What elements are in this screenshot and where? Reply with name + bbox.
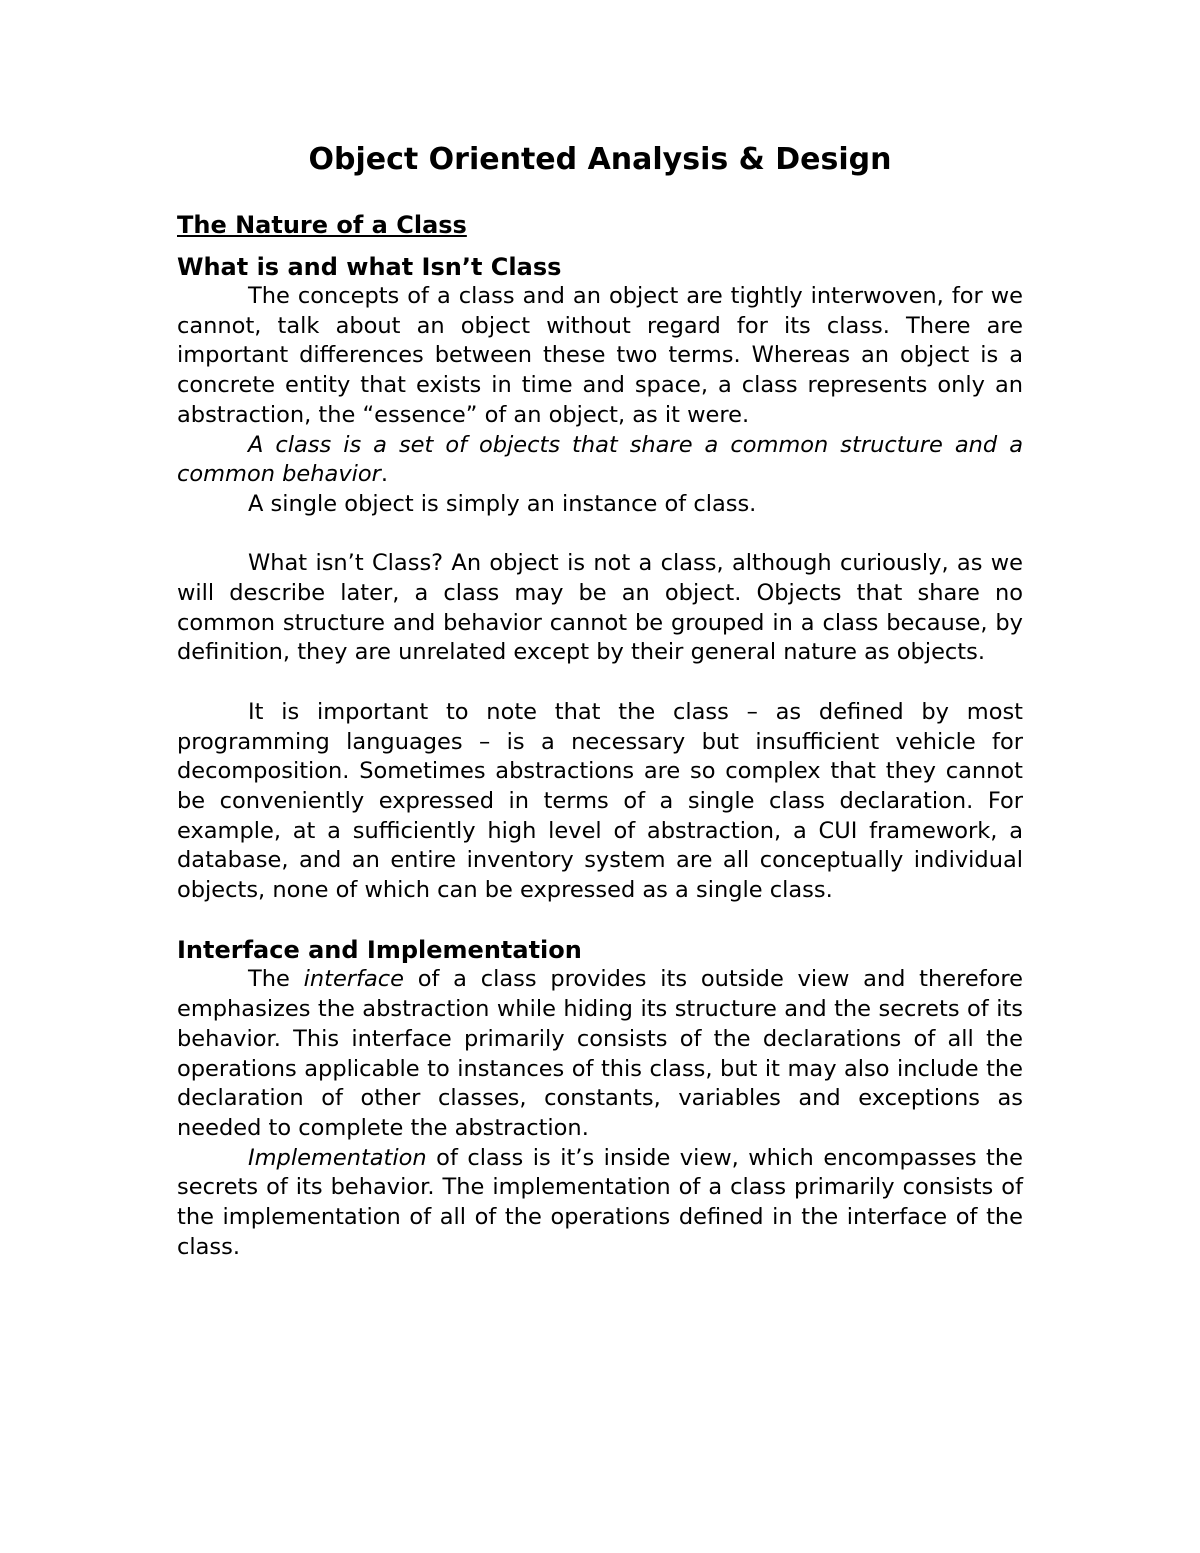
subsection-heading-what-is-class: What is and what Isn’t Class — [177, 253, 562, 281]
paragraph-class-definition — [177, 431, 1023, 490]
paragraph-important-note: It is important to note that the class – as defined by most programming languages – is a necessary but insufficient vehicle for decomposition. Sometimes abstractions are so complex that they cannot be conveniently expressed in terms of a single class declaration. For example, at a sufficiently high level of abstraction, a CUI framework, a database, and an entire inventory system are all conceptually individual objects, none of which can be expressed as a single class. — [177, 698, 1023, 904]
interface-lead: The — [248, 966, 304, 993]
subsection-heading-interface-implementation: Interface and Implementation — [177, 936, 582, 965]
paragraph-interface — [177, 965, 1023, 1143]
section-heading: The Nature of a Class — [177, 211, 467, 239]
document-title: Object Oriented Analysis & Design — [308, 142, 892, 177]
interface-rest: of a class provides its outside view and therefore emphasizes the abstraction while hiding its structure and the secrets of its behavior. This interface primarily consists of the declarations of all the operations applicable to instances of this class, but it may also include the declaration of other classes, constants, variables and exceptions as needed to complete the abstraction. — [177, 966, 1023, 1141]
implementation-italic: Implementation — [248, 1144, 427, 1171]
paragraph-concepts: The concepts of a class and an object are tightly interwoven, for we cannot, talk about an object without regard for its class. There are important differences between these two terms. Whereas an object is a concrete entity that exists in time and space, a class represents only an abstraction, the “essence” of an object, as it were. — [177, 283, 1023, 428]
paragraph-single-object: A single object is simply an instance of class. — [248, 490, 757, 517]
implementation-rest: of class is it’s inside view, which encompasses the secrets of its behavior. The implementation of a class primarily consists of the implementation of all of the operations defined in the interface of the class. — [177, 1144, 1023, 1260]
paragraph-implementation — [177, 1144, 1023, 1263]
class-definition-italic: A class is a set of objects that share a common structure and a common behavior — [177, 431, 1023, 488]
interface-italic: interface — [303, 966, 404, 993]
document-page — [177, 138, 1023, 1262]
paragraph-what-isnt-class: What isn’t Class? An object is not a class, although curiously, as we will describe later, a class may be an object. Objects that share no common structure and behavior cannot be grouped in a class because, by definition, they are unrelated except by their general nature as objects. — [177, 550, 1023, 666]
class-definition-tail: . — [380, 461, 389, 488]
